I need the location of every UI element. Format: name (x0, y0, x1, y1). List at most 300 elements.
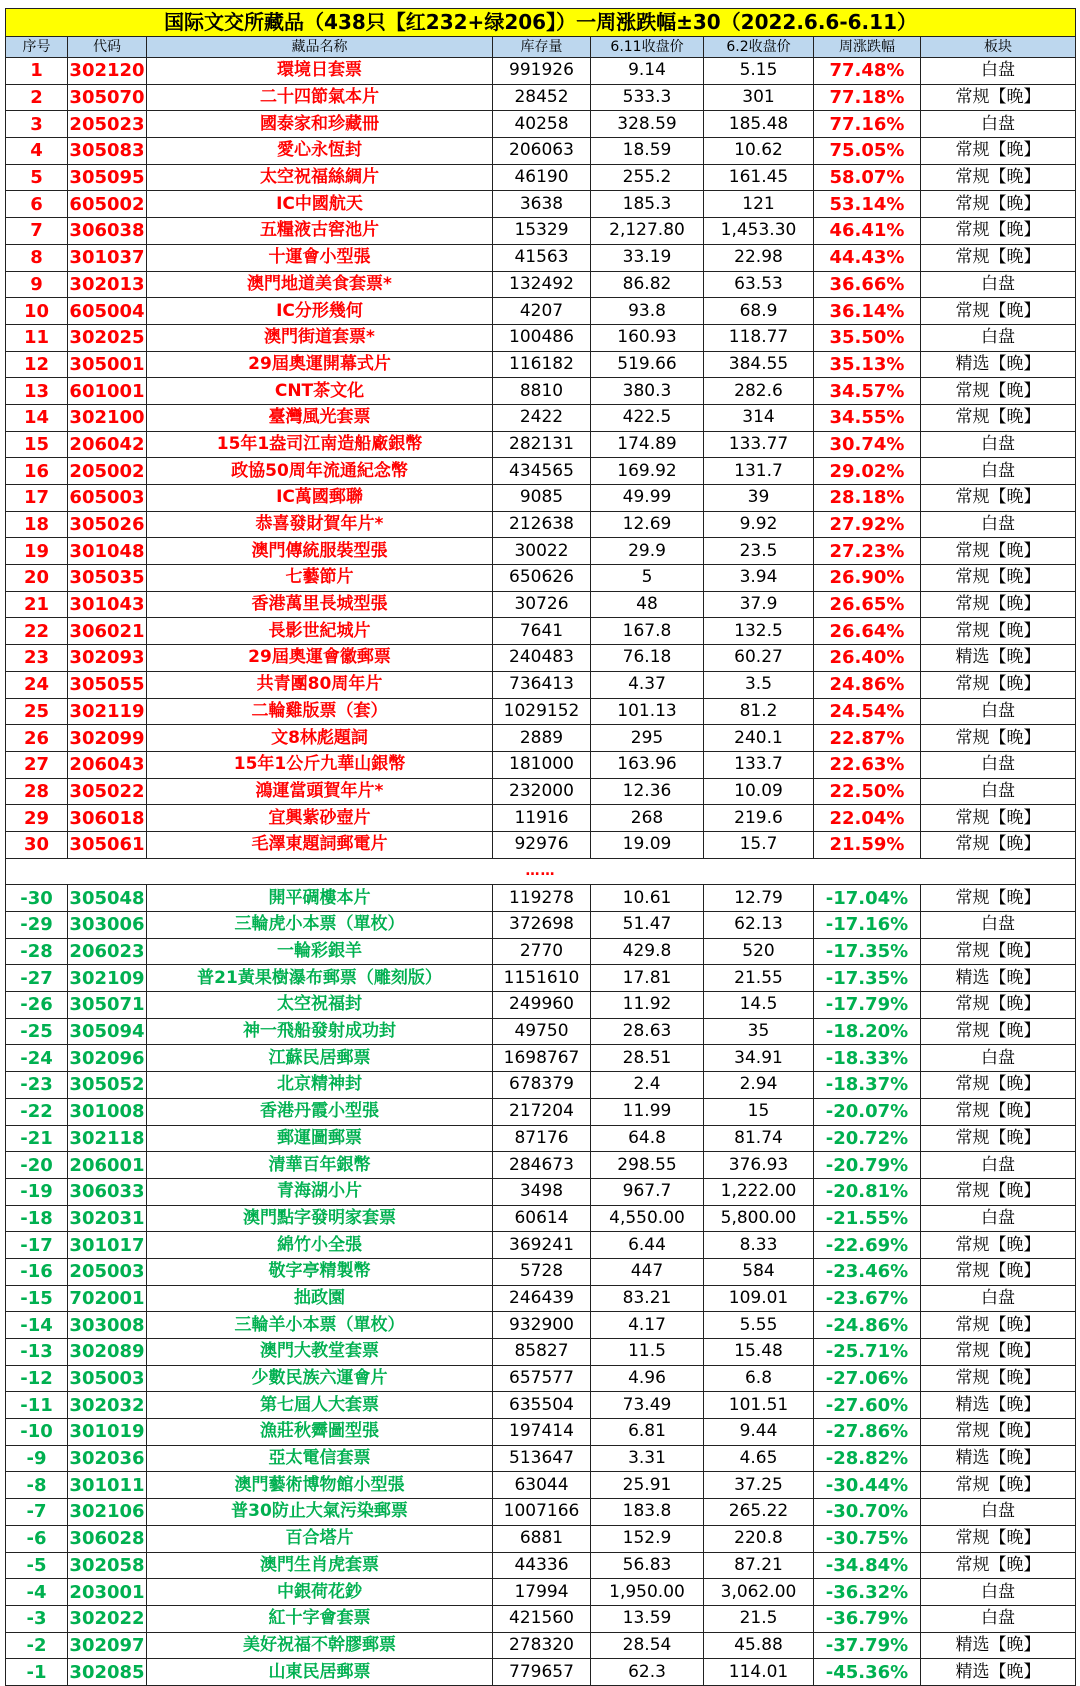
cell-weekly-change: -17.16% (814, 912, 921, 939)
cell-code: 302118 (68, 1125, 147, 1152)
cell-index: 19 (6, 538, 68, 565)
cell-close-611: 10.61 (591, 885, 704, 912)
cell-close-62: 10.62 (704, 138, 814, 165)
cell-index: -6 (6, 1525, 68, 1552)
cell-close-611: 28.51 (591, 1045, 704, 1072)
cell-close-611: 12.36 (591, 778, 704, 805)
cell-board: 常规【晚】 (921, 244, 1076, 271)
cell-board: 白盘 (921, 58, 1076, 85)
cell-weekly-change: 21.59% (814, 831, 921, 858)
cell-weekly-change: -17.35% (814, 965, 921, 992)
cell-index: 3 (6, 111, 68, 138)
cell-board: 白盘 (921, 1045, 1076, 1072)
cell-code: 305070 (68, 84, 147, 111)
cell-close-62: 240.1 (704, 725, 814, 752)
table-row (6, 965, 1076, 992)
cell-stock: 60614 (493, 1205, 591, 1232)
cell-stock: 678379 (493, 1072, 591, 1099)
cell-stock: 1151610 (493, 965, 591, 992)
cell-close-611: 3.31 (591, 1445, 704, 1472)
cell-weekly-change: 22.50% (814, 778, 921, 805)
cell-weekly-change: -18.20% (814, 1018, 921, 1045)
cell-close-611: 48 (591, 591, 704, 618)
cell-board: 常规【晚】 (921, 1339, 1076, 1366)
cell-close-611: 33.19 (591, 244, 704, 271)
cell-name: 紅十字會套票 (147, 1605, 493, 1632)
cell-stock: 284673 (493, 1152, 591, 1179)
cell-code: 302097 (68, 1632, 147, 1659)
cell-stock: 206063 (493, 138, 591, 165)
table-row (6, 1258, 1076, 1285)
cell-close-62: 109.01 (704, 1285, 814, 1312)
table-row (6, 138, 1076, 165)
cell-code: 306021 (68, 618, 147, 645)
cell-stock: 932900 (493, 1312, 591, 1339)
cell-code: 305061 (68, 831, 147, 858)
cell-index: 25 (6, 698, 68, 725)
cell-index: 11 (6, 324, 68, 351)
cell-stock: 85827 (493, 1339, 591, 1366)
table-row (6, 404, 1076, 431)
table-row (6, 751, 1076, 778)
table-row (6, 912, 1076, 939)
header-stock: 库存量 (493, 37, 591, 58)
cell-close-62: 3.5 (704, 671, 814, 698)
cell-name: 美好祝福不幹膠郵票 (147, 1632, 493, 1659)
cell-close-611: 519.66 (591, 351, 704, 378)
cell-close-611: 11.92 (591, 992, 704, 1019)
cell-board: 常规【晚】 (921, 138, 1076, 165)
cell-close-62: 185.48 (704, 111, 814, 138)
cell-close-62: 3,062.00 (704, 1579, 814, 1606)
cell-board: 白盘 (921, 1285, 1076, 1312)
cell-board: 白盘 (921, 778, 1076, 805)
cell-code: 302100 (68, 404, 147, 431)
header-close-611: 6.11收盘价 (591, 37, 704, 58)
cell-weekly-change: -24.86% (814, 1312, 921, 1339)
cell-close-611: 163.96 (591, 751, 704, 778)
cell-name: 普30防止大氣污染郵票 (147, 1499, 493, 1526)
cell-close-62: 9.92 (704, 511, 814, 538)
cell-stock: 421560 (493, 1605, 591, 1632)
cell-code: 305095 (68, 164, 147, 191)
table-row (6, 938, 1076, 965)
table-row (6, 84, 1076, 111)
cell-close-62: 15.7 (704, 831, 814, 858)
cell-index: 23 (6, 645, 68, 672)
cell-name: 敬字亭精製幣 (147, 1258, 493, 1285)
cell-close-62: 5,800.00 (704, 1205, 814, 1232)
cell-stock: 100486 (493, 324, 591, 351)
cell-stock: 217204 (493, 1098, 591, 1125)
cell-stock: 1698767 (493, 1045, 591, 1072)
cell-close-62: 10.09 (704, 778, 814, 805)
table-row (6, 1339, 1076, 1366)
table-row (6, 671, 1076, 698)
cell-weekly-change: 27.92% (814, 511, 921, 538)
cell-board: 精选【晚】 (921, 1659, 1076, 1686)
cell-weekly-change: -20.07% (814, 1098, 921, 1125)
cell-stock: 7641 (493, 618, 591, 645)
cell-name: 太空祝福封 (147, 992, 493, 1019)
cell-index: 26 (6, 725, 68, 752)
cell-code: 305055 (68, 671, 147, 698)
cell-stock: 3638 (493, 191, 591, 218)
cell-close-62: 265.22 (704, 1499, 814, 1526)
table-row (6, 885, 1076, 912)
cell-weekly-change: -20.81% (814, 1178, 921, 1205)
cell-close-611: 183.8 (591, 1499, 704, 1526)
cell-close-611: 28.63 (591, 1018, 704, 1045)
cell-close-62: 15.48 (704, 1339, 814, 1366)
cell-name: 共青團80周年片 (147, 671, 493, 698)
cell-close-611: 11.5 (591, 1339, 704, 1366)
cell-index: -10 (6, 1419, 68, 1446)
cell-stock: 197414 (493, 1419, 591, 1446)
cell-code: 305035 (68, 565, 147, 592)
cell-board: 白盘 (921, 1205, 1076, 1232)
cell-code: 305071 (68, 992, 147, 1019)
cell-name: 長影世紀城片 (147, 618, 493, 645)
cell-close-611: 12.69 (591, 511, 704, 538)
cell-name: 普21黃果樹瀑布郵票（雕刻版） (147, 965, 493, 992)
cell-code: 605002 (68, 191, 147, 218)
cell-close-611: 93.8 (591, 298, 704, 325)
cell-name: 青海湖小片 (147, 1178, 493, 1205)
table-row (6, 1072, 1076, 1099)
cell-board: 精选【晚】 (921, 1445, 1076, 1472)
header-row (6, 37, 1076, 58)
table-row (6, 1018, 1076, 1045)
cell-board: 常规【晚】 (921, 1178, 1076, 1205)
cell-close-62: 5.55 (704, 1312, 814, 1339)
cell-name: 澳門地道美食套票* (147, 271, 493, 298)
cell-weekly-change: 36.66% (814, 271, 921, 298)
ranking-table (5, 8, 1076, 1686)
cell-close-62: 6.8 (704, 1365, 814, 1392)
cell-weekly-change: 58.07% (814, 164, 921, 191)
cell-stock: 1029152 (493, 698, 591, 725)
cell-close-611: 4.17 (591, 1312, 704, 1339)
cell-name: 香港丹霞小型張 (147, 1098, 493, 1125)
cell-weekly-change: 44.43% (814, 244, 921, 271)
separator-row (6, 858, 1076, 885)
cell-close-611: 101.13 (591, 698, 704, 725)
cell-close-611: 298.55 (591, 1152, 704, 1179)
cell-board: 常规【晚】 (921, 831, 1076, 858)
cell-name: 澳門藝術博物館小型張 (147, 1472, 493, 1499)
cell-index: -1 (6, 1659, 68, 1686)
cell-code: 306028 (68, 1525, 147, 1552)
cell-close-611: 9.14 (591, 58, 704, 85)
cell-weekly-change: -27.60% (814, 1392, 921, 1419)
cell-close-611: 5 (591, 565, 704, 592)
cell-weekly-change: 22.63% (814, 751, 921, 778)
cell-close-62: 3.94 (704, 565, 814, 592)
cell-name: 宜興紫砂壺片 (147, 805, 493, 832)
cell-code: 302119 (68, 698, 147, 725)
cell-code: 303008 (68, 1312, 147, 1339)
cell-weekly-change: 77.16% (814, 111, 921, 138)
cell-weekly-change: 29.02% (814, 458, 921, 485)
cell-close-62: 282.6 (704, 378, 814, 405)
cell-index: -2 (6, 1632, 68, 1659)
cell-weekly-change: -20.72% (814, 1125, 921, 1152)
cell-stock: 2770 (493, 938, 591, 965)
cell-index: 6 (6, 191, 68, 218)
cell-close-611: 64.8 (591, 1125, 704, 1152)
table-row (6, 218, 1076, 245)
table-row (6, 458, 1076, 485)
cell-stock: 232000 (493, 778, 591, 805)
cell-board: 常规【晚】 (921, 618, 1076, 645)
cell-weekly-change: -17.35% (814, 938, 921, 965)
table-row (6, 1312, 1076, 1339)
cell-index: 14 (6, 404, 68, 431)
cell-stock: 28452 (493, 84, 591, 111)
cell-weekly-change: 22.04% (814, 805, 921, 832)
header-weekly-change: 周涨跌幅 (814, 37, 921, 58)
cell-index: -19 (6, 1178, 68, 1205)
cell-index: -12 (6, 1365, 68, 1392)
cell-code: 302120 (68, 58, 147, 85)
cell-close-62: 21.5 (704, 1605, 814, 1632)
cell-close-611: 167.8 (591, 618, 704, 645)
cell-close-611: 62.3 (591, 1659, 704, 1686)
cell-code: 302093 (68, 645, 147, 672)
cell-close-62: 220.8 (704, 1525, 814, 1552)
cell-close-62: 62.13 (704, 912, 814, 939)
cell-name: IC分形幾何 (147, 298, 493, 325)
header-board: 板块 (921, 37, 1076, 58)
cell-index: -13 (6, 1339, 68, 1366)
cell-index: 12 (6, 351, 68, 378)
cell-close-62: 21.55 (704, 965, 814, 992)
cell-close-611: 255.2 (591, 164, 704, 191)
cell-close-62: 37.9 (704, 591, 814, 618)
cell-code: 302099 (68, 725, 147, 752)
cell-board: 常规【晚】 (921, 404, 1076, 431)
cell-stock: 11916 (493, 805, 591, 832)
cell-board: 常规【晚】 (921, 84, 1076, 111)
cell-name: 15年1公斤九華山銀幣 (147, 751, 493, 778)
cell-name: IC中國航天 (147, 191, 493, 218)
cell-close-62: 37.25 (704, 1472, 814, 1499)
table-row (6, 725, 1076, 752)
cell-close-62: 12.79 (704, 885, 814, 912)
cell-index: 24 (6, 671, 68, 698)
cell-code: 306038 (68, 218, 147, 245)
cell-close-62: 520 (704, 938, 814, 965)
cell-name: 毛澤東題詞郵電片 (147, 831, 493, 858)
cell-close-62: 121 (704, 191, 814, 218)
cell-index: -15 (6, 1285, 68, 1312)
cell-code: 301011 (68, 1472, 147, 1499)
cell-close-611: 49.99 (591, 485, 704, 512)
cell-close-611: 6.81 (591, 1419, 704, 1446)
cell-close-611: 268 (591, 805, 704, 832)
cell-close-611: 4.37 (591, 671, 704, 698)
cell-close-611: 967.7 (591, 1178, 704, 1205)
cell-name: 山東民居郵票 (147, 1659, 493, 1686)
cell-code: 302089 (68, 1339, 147, 1366)
table-row (6, 111, 1076, 138)
cell-close-62: 376.93 (704, 1152, 814, 1179)
cell-weekly-change: 27.23% (814, 538, 921, 565)
cell-code: 305001 (68, 351, 147, 378)
table-row (6, 1232, 1076, 1259)
cell-close-62: 35 (704, 1018, 814, 1045)
table-row (6, 164, 1076, 191)
cell-index: -20 (6, 1152, 68, 1179)
cell-board: 常规【晚】 (921, 1472, 1076, 1499)
table-row (6, 698, 1076, 725)
table-row (6, 351, 1076, 378)
cell-name: 一輪彩銀羊 (147, 938, 493, 965)
cell-stock: 119278 (493, 885, 591, 912)
table-row (6, 1499, 1076, 1526)
cell-stock: 49750 (493, 1018, 591, 1045)
cell-weekly-change: -30.70% (814, 1499, 921, 1526)
table-row (6, 431, 1076, 458)
cell-close-62: 114.01 (704, 1659, 814, 1686)
cell-board: 白盘 (921, 458, 1076, 485)
cell-index: -4 (6, 1579, 68, 1606)
cell-board: 常规【晚】 (921, 1098, 1076, 1125)
cell-index: 13 (6, 378, 68, 405)
cell-stock: 63044 (493, 1472, 591, 1499)
cell-index: -23 (6, 1072, 68, 1099)
cell-weekly-change: -45.36% (814, 1659, 921, 1686)
cell-weekly-change: 24.86% (814, 671, 921, 698)
cell-code: 302096 (68, 1045, 147, 1072)
cell-index: -9 (6, 1445, 68, 1472)
table-row (6, 511, 1076, 538)
cell-board: 白盘 (921, 1605, 1076, 1632)
cell-stock: 249960 (493, 992, 591, 1019)
cell-code: 305022 (68, 778, 147, 805)
cell-close-62: 133.77 (704, 431, 814, 458)
cell-close-611: 4,550.00 (591, 1205, 704, 1232)
cell-stock: 6881 (493, 1525, 591, 1552)
table-row (6, 1419, 1076, 1446)
cell-stock: 4207 (493, 298, 591, 325)
cell-weekly-change: -30.44% (814, 1472, 921, 1499)
cell-weekly-change: 75.05% (814, 138, 921, 165)
table-row (6, 1579, 1076, 1606)
cell-weekly-change: 46.41% (814, 218, 921, 245)
cell-stock: 46190 (493, 164, 591, 191)
cell-close-62: 133.7 (704, 751, 814, 778)
cell-close-611: 51.47 (591, 912, 704, 939)
cell-board: 常规【晚】 (921, 485, 1076, 512)
cell-close-611: 152.9 (591, 1525, 704, 1552)
cell-name: 十運會小型張 (147, 244, 493, 271)
table-row (6, 1632, 1076, 1659)
cell-board: 常规【晚】 (921, 378, 1076, 405)
cell-code: 302106 (68, 1499, 147, 1526)
cell-index: 30 (6, 831, 68, 858)
cell-code: 301019 (68, 1419, 147, 1446)
cell-stock: 2889 (493, 725, 591, 752)
cell-board: 精选【晚】 (921, 1392, 1076, 1419)
cell-stock: 116182 (493, 351, 591, 378)
cell-close-62: 22.98 (704, 244, 814, 271)
cell-stock: 15329 (493, 218, 591, 245)
table-row (6, 298, 1076, 325)
cell-weekly-change: 30.74% (814, 431, 921, 458)
cell-index: -25 (6, 1018, 68, 1045)
cell-name: 二十四節氣本片 (147, 84, 493, 111)
cell-weekly-change: 26.90% (814, 565, 921, 592)
cell-close-611: 25.91 (591, 1472, 704, 1499)
cell-board: 精选【晚】 (921, 351, 1076, 378)
cell-name: 開平碉樓本片 (147, 885, 493, 912)
cell-close-62: 2.94 (704, 1072, 814, 1099)
cell-close-62: 384.55 (704, 351, 814, 378)
cell-name: 澳門點字發明家套票 (147, 1205, 493, 1232)
cell-name: 第七屆人大套票 (147, 1392, 493, 1419)
cell-code: 605003 (68, 485, 147, 512)
table-row (6, 1205, 1076, 1232)
table-row (6, 1125, 1076, 1152)
cell-board: 常规【晚】 (921, 1258, 1076, 1285)
cell-index: -3 (6, 1605, 68, 1632)
cell-code: 206043 (68, 751, 147, 778)
cell-weekly-change: 36.14% (814, 298, 921, 325)
cell-name: 臺灣風光套票 (147, 404, 493, 431)
losers-section (6, 885, 1076, 1686)
cell-close-62: 132.5 (704, 618, 814, 645)
cell-code: 305083 (68, 138, 147, 165)
cell-board: 常规【晚】 (921, 538, 1076, 565)
cell-close-62: 314 (704, 404, 814, 431)
cell-close-611: 56.83 (591, 1552, 704, 1579)
cell-close-62: 81.74 (704, 1125, 814, 1152)
cell-board: 常规【晚】 (921, 1312, 1076, 1339)
cell-code: 305026 (68, 511, 147, 538)
cell-close-62: 23.5 (704, 538, 814, 565)
cell-name: 澳門傳統服裝型張 (147, 538, 493, 565)
cell-name: 澳門生肖虎套票 (147, 1552, 493, 1579)
cell-code: 306018 (68, 805, 147, 832)
cell-weekly-change: -27.06% (814, 1365, 921, 1392)
cell-name: 愛心永恆封 (147, 138, 493, 165)
cell-close-611: 18.59 (591, 138, 704, 165)
cell-name: 七藝節片 (147, 565, 493, 592)
cell-board: 白盘 (921, 1579, 1076, 1606)
cell-stock: 30022 (493, 538, 591, 565)
cell-board: 常规【晚】 (921, 805, 1076, 832)
cell-board: 常规【晚】 (921, 1525, 1076, 1552)
cell-board: 白盘 (921, 912, 1076, 939)
cell-close-62: 15 (704, 1098, 814, 1125)
cell-close-62: 81.2 (704, 698, 814, 725)
cell-weekly-change: -23.46% (814, 1258, 921, 1285)
cell-name: 29屆奧運會徽郵票 (147, 645, 493, 672)
table-row (6, 378, 1076, 405)
cell-code: 206023 (68, 938, 147, 965)
cell-code: 605004 (68, 298, 147, 325)
header-close-62: 6.2收盘价 (704, 37, 814, 58)
cell-code: 206001 (68, 1152, 147, 1179)
cell-board: 精选【晚】 (921, 965, 1076, 992)
cell-stock: 181000 (493, 751, 591, 778)
cell-index: 4 (6, 138, 68, 165)
table-row (6, 1605, 1076, 1632)
cell-board: 常规【晚】 (921, 164, 1076, 191)
cell-stock: 9085 (493, 485, 591, 512)
